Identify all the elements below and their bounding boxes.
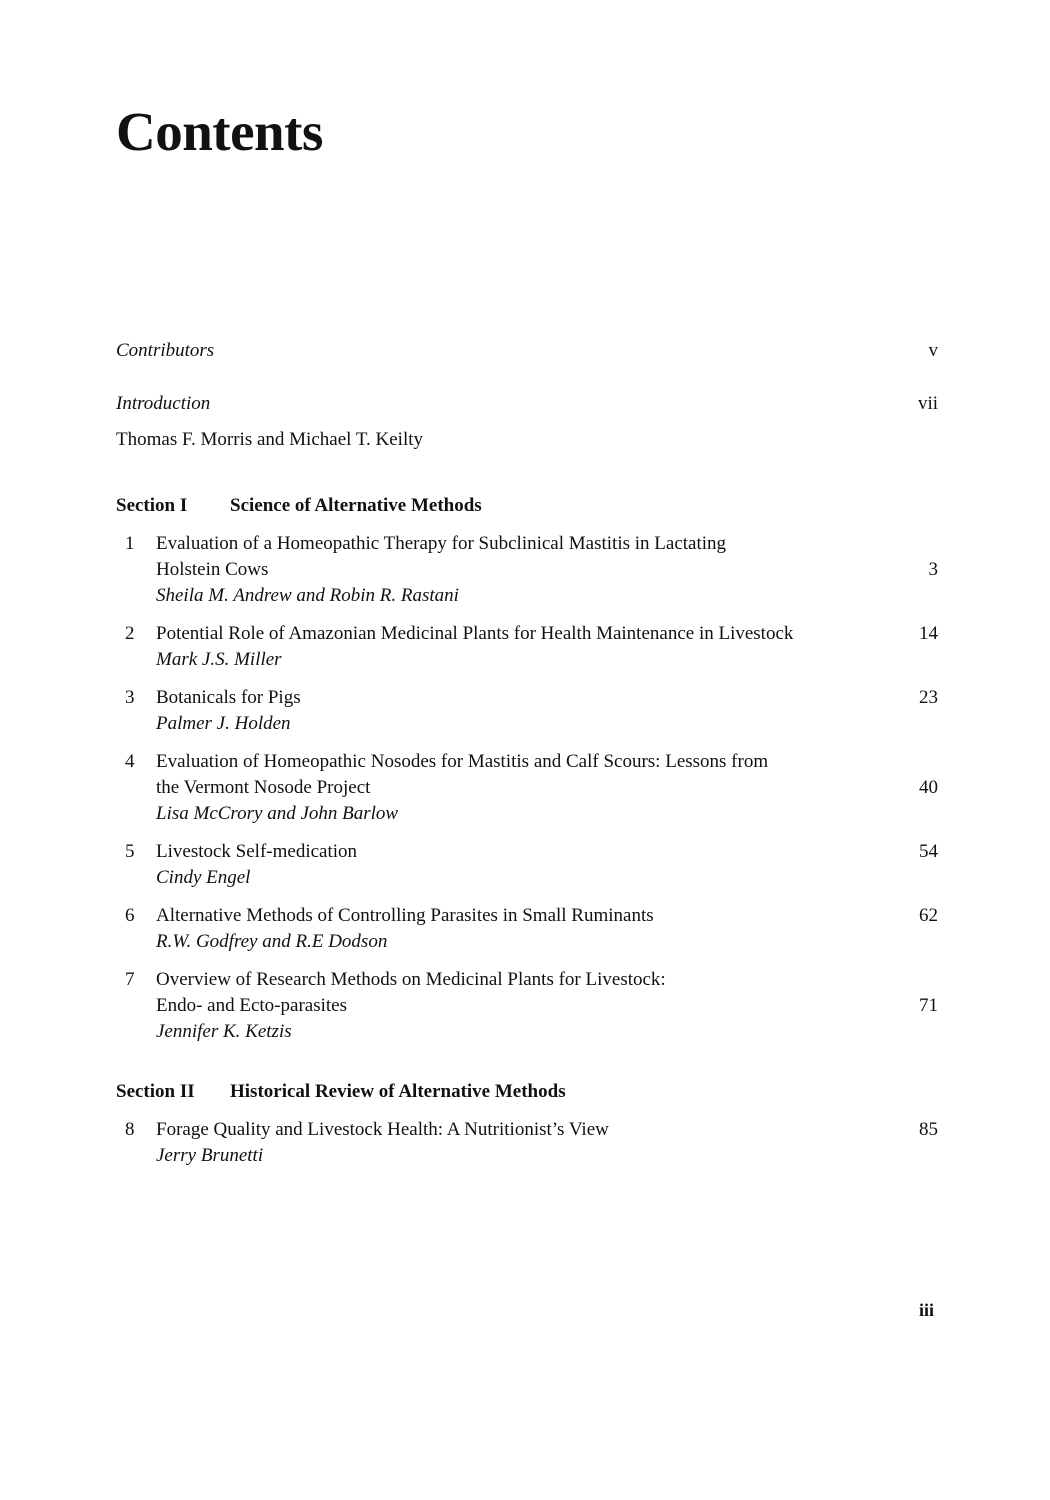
section-number: Section II	[116, 1081, 195, 1102]
page-number: 40	[919, 777, 938, 798]
page-number: 71	[919, 995, 938, 1016]
chapter-number: 4	[125, 751, 135, 772]
section-title: Historical Review of Alternative Methods	[230, 1081, 566, 1102]
chapter-title: Alternative Methods of Controlling Parasites in Small Ruminants 62	[156, 903, 938, 929]
chapter-title: Evaluation of Homeopathic Nosodes for Mastitis and Calf Scours: Lessons from	[156, 751, 769, 772]
chapter-number: 8	[125, 1119, 135, 1140]
page-number: 14	[919, 623, 938, 644]
chapter-authors: Jerry Brunetti	[156, 1145, 264, 1166]
chapter-number: 1	[125, 533, 135, 554]
toc-chapter-3[interactable]	[116, 685, 938, 737]
chapter-authors: Mark J.S. Miller	[156, 649, 282, 670]
chapter-title-continued: Endo- and Ecto-parasites 71	[156, 993, 938, 1019]
toc-chapter-6[interactable]	[116, 903, 938, 955]
toc-entry-contributors[interactable]	[116, 338, 938, 364]
section-title: Science of Alternative Methods	[230, 495, 482, 516]
chapter-number: 7	[125, 969, 135, 990]
entry-authors: Thomas F. Morris and Michael T. Keilty	[116, 429, 424, 450]
page-number: vii	[917, 393, 938, 414]
chapter-authors: Jennifer K. Ketzis	[156, 1021, 292, 1042]
page-number: 3	[928, 559, 938, 580]
table-of-contents	[116, 338, 938, 1169]
entry-title: Introduction	[116, 393, 211, 414]
section-heading	[116, 493, 938, 519]
chapter-title-continued: the Vermont Nosode Project 40	[156, 775, 938, 801]
toc-chapter-1[interactable]	[116, 531, 938, 609]
chapter-authors: Palmer J. Holden	[156, 713, 291, 734]
page-number: 62	[919, 905, 938, 926]
chapter-authors: Sheila M. Andrew and Robin R. Rastani	[156, 585, 459, 606]
toc-chapter-5[interactable]	[116, 839, 938, 891]
folio-page-number: iii	[918, 1300, 934, 1320]
toc-chapter-8[interactable]	[116, 1117, 938, 1169]
page-number: v	[928, 340, 938, 361]
toc-entry-introduction[interactable]	[116, 391, 938, 417]
page-number: 23	[919, 687, 938, 708]
page-number: 85	[919, 1119, 938, 1140]
chapter-title: Forage Quality and Livestock Health: A Nutritionist’s View 85	[156, 1117, 938, 1143]
chapter-number: 2	[125, 623, 135, 644]
chapter-title: Livestock Self-medication 54	[156, 839, 938, 865]
chapter-title: Evaluation of a Homeopathic Therapy for Subclinical Mastitis in Lactating	[156, 533, 727, 554]
chapter-title-continued: Holstein Cows 3	[156, 557, 938, 583]
page-title: Contents	[116, 101, 323, 162]
chapter-authors: R.W. Godfrey and R.E Dodson	[156, 931, 388, 952]
chapter-title: Botanicals for Pigs 23	[156, 685, 938, 711]
entry-title: Contributors	[116, 340, 215, 361]
chapter-title: Potential Role of Amazonian Medicinal Plants for Health Maintenance in Livestock 14	[156, 621, 938, 647]
page-number: 54	[919, 841, 938, 862]
chapter-number: 5	[125, 841, 135, 862]
chapter-number: 3	[125, 687, 135, 708]
chapter-number: 6	[125, 905, 135, 926]
chapter-authors: Cindy Engel	[156, 867, 251, 888]
section-heading	[116, 1079, 938, 1105]
chapter-authors: Lisa McCrory and John Barlow	[156, 803, 399, 824]
section-number: Section I	[116, 495, 188, 516]
toc-chapter-7[interactable]	[116, 967, 938, 1045]
toc-chapter-4[interactable]	[116, 749, 938, 827]
chapter-title: Overview of Research Methods on Medicinal Plants for Livestock:	[156, 969, 666, 990]
toc-chapter-2[interactable]	[116, 621, 938, 673]
